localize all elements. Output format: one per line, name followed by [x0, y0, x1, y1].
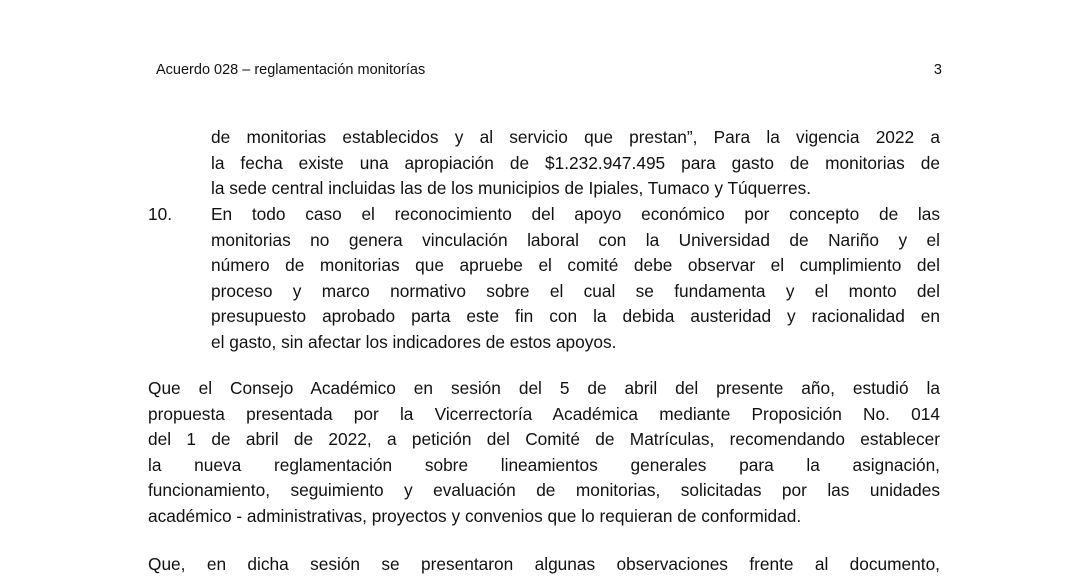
text-line: número de monitorias que apruebe el comité debe observar el cumplimiento del: [211, 255, 940, 276]
text-line: En todo caso el reconocimiento del apoyo económico por concepto de las: [211, 204, 940, 224]
text-line: Que, en dicha sesión se presentaron algunas observaciones frente al documento,: [148, 554, 940, 574]
text-line: presupuesto aprobado parta este fin con la debida austeridad y racionalidad en: [211, 306, 940, 327]
list-item-10: [211, 202, 940, 356]
text-line: la nueva reglamentación sobre lineamientos generales para la asignación,: [148, 454, 940, 475]
text-line: Que el Consejo Académico en sesión del 5 de abril del presente año, estudió la: [148, 378, 940, 398]
page-number: 3: [933, 62, 942, 78]
text-line: propuesta presentada por la Vicerrectoría Académica mediante Proposición No. 014: [148, 403, 940, 424]
text-line: monitorias no genera vinculación laboral con la Universidad de Nariño y el: [211, 229, 940, 250]
list-item-number: 10.: [148, 204, 173, 224]
continuation-block: [211, 125, 940, 202]
text-line: el gasto, sin afectar los indicadores de estos apoyos.: [211, 331, 617, 352]
paragraph-observaciones: [148, 552, 940, 578]
text-line: funcionamiento, seguimiento y evaluación de monitorias, solicitadas por las unidades: [148, 480, 940, 501]
header-title: Acuerdo 028 – reglamentación monitorías: [156, 62, 426, 78]
paragraph-consejo-academico: [148, 376, 940, 530]
text-line: académico - administrativas, proyectos y convenios que lo requieran de conformidad.: [148, 505, 802, 526]
text-line: proceso y marco normativo sobre el cual se fundamenta y el monto del: [211, 280, 940, 301]
text-line: la fecha existe una apropiación de $1.232.947.495 para gasto de monitorias de: [211, 152, 940, 173]
text-line: de monitorias establecidos y al servicio que prestan”, Para la vigencia 2022 a: [211, 127, 940, 147]
text-line: la sede central incluidas las de los municipios de Ipiales, Tumaco y Túquerres.: [211, 178, 812, 199]
text-line: del 1 de abril de 2022, a petición del Comité de Matrículas, recomendando establecer: [148, 429, 940, 450]
